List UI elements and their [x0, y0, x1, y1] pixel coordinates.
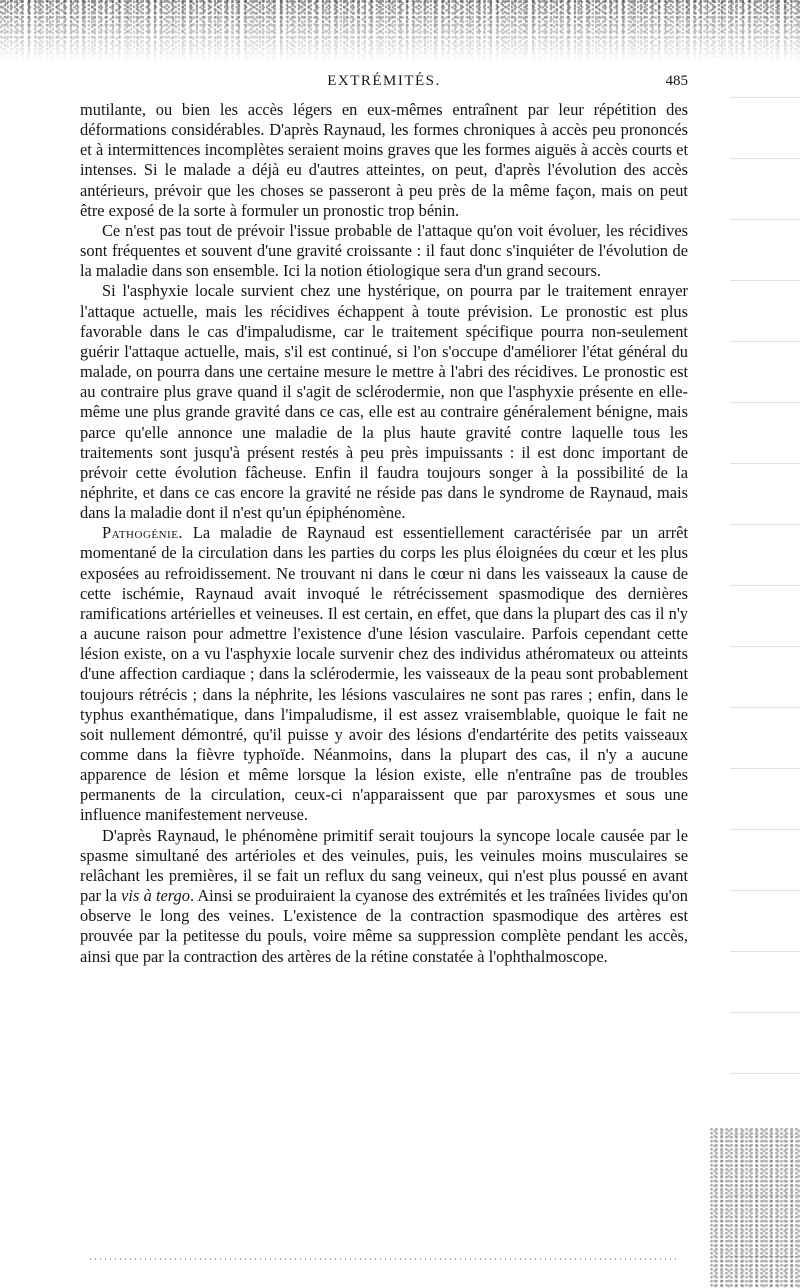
paragraph-text: . Ainsi se produiraient la cyanose des extrémités et les traînées livides qu'on observe le long des veines. L'existence de la contraction spasmodique des artères est prouvée par la petitesse du pouls, voire même sa suppression complète pendant les accès, ainsi que par la contraction des artères de la rétine constatée à l'ophthalmoscope.: [80, 886, 688, 966]
paragraph-text: La maladie de Raynaud est essentiellement caractérisée par un arrêt momentané de la circulation dans les parties du corps les plus éloignées du cœur et les plus exposées au refroidissement. Ne trouvant ni dans le cœur ni dans les vaisseaux la cause de cette ischémie, Raynaud avait invoqué le rétrécissement spasmodique des dernières ramifications artérielles et veineuses. Il est certain, en effet, que dans la plupart des cas il n'y a aucune raison pour admettre l'existence d'une lésion vasculaire. Parfois cependant cette lésion existe, on a vu l'asphyxie locale survenir chez des individus athéromateux ou atteints d'une affection cardiaque ; dans la sclérodermie, les vaisseaux de la peau sont probablement toujours rétrécis ; dans la néphrite, les lésions vasculaires ne sont pas rares ; enfin, dans le typhus exanthématique, dans l'impaludisme, il est assez vraisemblable, quoique le fait ne soit nullement démontré, qu'il puisse y avoir des lésions d'endartérite des petits vaisseaux comme dans la fièvre typhoïde. Néanmoins, dans la plupart des cas, il n'y a aucune apparence de lésion et même lorsque la lésion existe, elle n'entraîne pas de troubles permanents de la circulation, ceux-ci n'apparaissent que par paroxysmes et sous une influence manifestement nerveuse.: [80, 523, 688, 825]
paragraph-text: mutilante, ou bien les accès légers en eux-mêmes entraînent par leur répétition des déformations considérables. D'après Raynaud, les formes chroniques à accès peu prononcés et à intermittences incomplètes seraient moins graves que les formes aiguës à accès courts et intenses. Si le malade a déjà eu d'autres atteintes, on peut, d'après l'évolution des accès antérieurs, prévoir que les choses se passeront à peu près de la même façon, mais on peut être exposé de la sorte à formuler un pronostic trop bénin.: [80, 100, 688, 220]
paragraph: [80, 221, 688, 281]
paragraph: [80, 100, 688, 221]
paragraph-text: Si l'asphyxie locale survient chez une hystérique, on pourra par le traitement enrayer l'attaque actuelle, mais les récidives échappent à toute prévision. Le pronostic est plus favorable dans le cas d'impaludisme, car le traitement spécifique pourra non-seulement guérir l'attaque actuelle, mais, s'il est continué, si l'on s'occupe d'améliorer l'état général du malade, on pourra dans une certaine mesure le mettre à l'abri des récidives. Le pronostic est au contraire plus grave quand il s'agit de sclérodermie, non que l'asphyxie présente en elle-même une plus grande gravité dans ce cas, elle est au contraire généralement bénigne, mais parce qu'elle annonce une maladie de la plus haute gravité contre laquelle tous les traitements sont jusqu'à présent restés à peu près impuissants : il est donc important de prévoir cette évolution fâcheuse. Enfin il faudra toujours songer à la possibilité de la néphrite, et dans ce cas encore la gravité ne réside pas dans le syndrome de Raynaud, mais dans la maladie dont il n'est qu'un épiphénomène.: [80, 281, 688, 523]
paragraph: [80, 523, 688, 825]
paragraph-text: D'après Raynaud, le phénomène primitif serait toujours la syncope locale causée par le spasme simultané des artérioles et des veinules, puis, les veinules moins musculaires se relâchant les premières, il se fait un reflux du sang veineux, qui n'est plus poussé en avant par la: [80, 825, 688, 906]
paragraph-text: Ce n'est pas tout de prévoir l'issue probable de l'attaque qu'on voit évoluer, les récidives sont fréquentes et souvent d'une gravité croissante : il faut donc s'inquiéter de l'évolution de la maladie dans son ensemble. Ici la notion étiologique sera d'un grand secours.: [80, 220, 688, 281]
paragraph: [80, 826, 688, 967]
page-number: 485: [665, 73, 688, 89]
scan-noise-margin: [730, 60, 800, 1288]
scan-noise-corner: [710, 1128, 800, 1288]
scan-noise-bottom: [90, 1258, 680, 1260]
running-head: EXTRÉMITÉS.: [327, 73, 441, 89]
page-header: [80, 73, 688, 93]
italic-phrase: vis à tergo: [121, 886, 190, 906]
section-heading: Pathogénie.: [102, 523, 184, 543]
paragraph: [80, 281, 688, 523]
scan-noise-top: [0, 0, 800, 62]
body-text: [80, 100, 688, 967]
